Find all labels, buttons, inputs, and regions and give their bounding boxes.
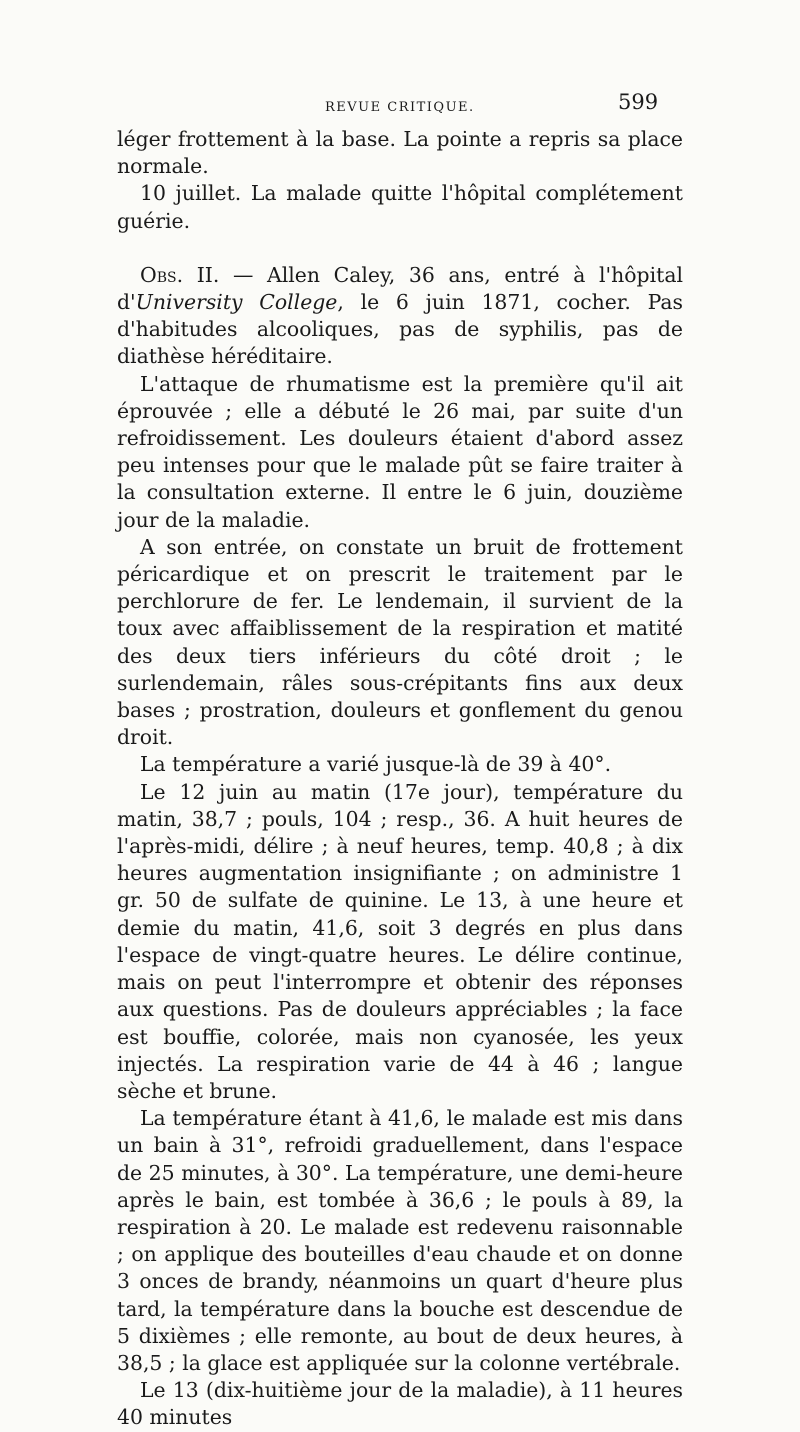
paragraph: La température étant à 41,6, le malade est mis dans un bain à 31°, refroidi graduellement, dans l'espace de 25 minutes, à 30°. La température, une demi-heure après le bain, est tombée à 36,6 ; le pouls à 89, la respiration à 20. Le malade est redevenu raisonnable ; on applique des bouteilles d'eau chaude et on donne 3 onces de brandy, néanmoins un quart d'heure plus tard, la température dans la bouche est descendue de 5 dixièmes ; elle remonte, au bout de deux heures, à 38,5 ; la glace est appliquée sur la colonne vertébrale. [117, 1106, 683, 1375]
observation-text: Allen Caley, 36 ans, entré à l'hôpital d' [117, 262, 683, 315]
paragraph: léger frottement à la base. La pointe a repris sa place normale. [117, 127, 683, 179]
running-head: REVUE CRITIQUE. [325, 100, 475, 115]
page-number: 599 [618, 90, 659, 114]
observation-label: Obs. II. [140, 262, 220, 287]
observation-text: , le 6 juin 1871, cocher. Pas d'habitudes alcooliques, pas de syphilis, pas de diathèse héréditaire. [117, 290, 683, 369]
paragraph: L'attaque de rhumatisme est la première qu'il ait éprouvée ; elle a débuté le 26 mai, par suite d'un refroidissement. Les douleurs étaient d'abord assez peu intenses pour que le malade pût se faire traiter à la consultation externe. Il entre le 6 juin, douzième jour de la maladie. [117, 371, 683, 532]
paragraph: La température a varié jusque-là de 39 à 40°. [140, 752, 612, 777]
page-header [0, 86, 800, 122]
institution-name: University College [135, 290, 338, 315]
observation-paragraph [117, 262, 683, 371]
paragraph: Le 13 (dix-huitième jour de la maladie), à 11 heures 40 minutes [117, 1378, 683, 1430]
observation-dash: — [219, 262, 267, 287]
paragraph: A son entrée, on constate un bruit de frottement péricardique et on prescrit le traitement par le perchlorure de fer. Le lendemain, il survient de la toux avec affaiblissement de la respiration et matité des deux tiers inférieurs du côté droit ; le surlendemain, râles sous-crépitants fins aux deux bases ; prostration, douleurs et gonflement du genou droit. [117, 534, 683, 750]
section-gap [117, 235, 683, 262]
paragraph: Le 12 juin au matin (17e jour), température du matin, 38,7 ; pouls, 104 ; resp., 36. A huit heures de l'après-midi, délire ; à neuf heures, temp. 40,8 ; à dix heures augmentation insignifiante ; on administre 1 gr. 50 de sulfate de quinine. Le 13, à une heure et demie du matin, 41,6, soit 3 degrés en plus dans l'espace de vingt-quatre heures. Le délire continue, mais on peut l'interrompre et obtenir des réponses aux questions. Pas de douleurs appréciables ; la face est bouffie, colorée, mais non cyanosée, les yeux injectés. La respiration varie de 44 à 46 ; langue sèche et brune. [117, 779, 683, 1103]
paragraph: 10 juillet. La malade quitte l'hôpital complétement guérie. [117, 181, 683, 233]
body-text [117, 126, 683, 1432]
